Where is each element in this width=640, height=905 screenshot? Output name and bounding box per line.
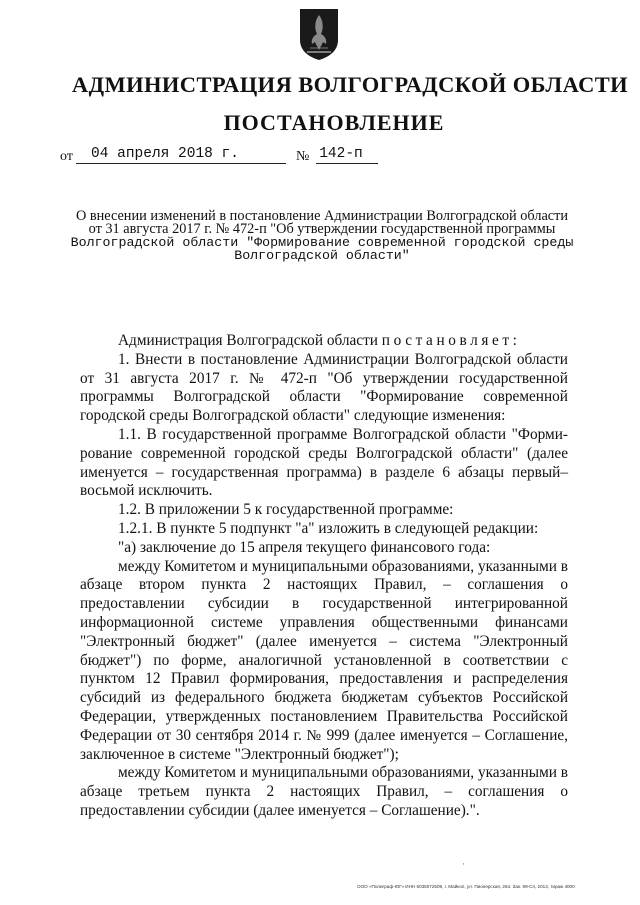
paragraph: 1.1. В государственной программе Волгоградской области "Формирование современной городской среды Волгоградской области" (далее именуется – государственная программа) в разделе 6 абзацы первый–восьмой исключить.	[80, 425, 568, 500]
document-type-title: ПОСТАНОВЛЕНИЕ	[223, 110, 445, 135]
paragraph: между Комитетом и муниципальными образованиями, указанными в абзаце третьем пункта 2 настоящих Правил, – соглашения о предоставлении субсидии (далее именуется – Соглашение).".	[80, 764, 568, 819]
paragraph: 1.2.1. В пункте 5 подпункт "а" изложить в следующей редакции:	[118, 519, 539, 537]
date-underline	[76, 163, 286, 164]
number-underline	[316, 163, 378, 164]
scan-speck: ·	[462, 859, 465, 869]
resolves-word: постановляет:	[381, 332, 521, 349]
document-body	[80, 332, 568, 821]
document-number: 142-п	[319, 146, 363, 162]
date-number-line	[60, 146, 380, 166]
subject-line: Волгоградской области"	[234, 248, 410, 263]
paragraph: 1.2. В приложении 5 к государственной программе:	[118, 501, 454, 519]
from-label: от	[60, 149, 73, 164]
document-date: 04 апреля 2018 г.	[91, 146, 239, 162]
number-label: №	[296, 149, 310, 164]
organization-name: АДМИНИСТРАЦИЯ ВОЛГОГРАДСКОЙ ОБЛАСТИ	[71, 72, 629, 97]
paragraph: "а) заключение до 15 апреля текущего финансового года:	[118, 538, 491, 556]
intro-text: Администрация Волгоградской области	[118, 332, 382, 349]
subject-line: Волгоградской области "Формирование современной городской среды	[70, 235, 574, 250]
document-subject	[68, 210, 576, 262]
resolution-intro	[80, 332, 568, 351]
paragraph: 1. Внести в постановление Администрации Волгоградской области от 31 августа 2017 г. № 472-п "Об утверждении государственной программы Волгоградской области "Формирование современной городской среды Волгоградской области" следующие изменения:	[80, 350, 568, 425]
subject-line: О внесении изменений в постановление Администрации Волгоградской области	[75, 208, 569, 224]
coat-of-arms-icon	[297, 6, 341, 62]
subject-line: от 31 августа 2017 г. № 472-п "Об утверждении государственной программы	[88, 221, 556, 237]
paragraph: между Комитетом и муниципальными образованиями, указанными в абзаце втором пункта 2 настоящих Правил, – соглашения о предоставлении субсидии в государственной интегрированной информационной системе управления общественными финансами "Электронный бюджет" (далее именуется – система "Электронный бюджет") по форме, аналогичной установленной в соответствии с пунктом 12 Правил формирования, предоставления и распределения субсидий из федерального бюджета бюджетам субъектов Российской Федерации, утвержденных постановлением Правительства Российской Федерации от 30 сентября 2014 г. № 999 (далее именуется – Соглашение, заключенное в системе "Электронный бюджет");	[80, 557, 568, 763]
printer-imprint: ООО «Полиграф-ЮГ» ИНН 6035072509, г. Майкоп, ул. Пионерская, 264. Зак. 99-Сп, 2013, тираж 4000	[357, 884, 575, 889]
